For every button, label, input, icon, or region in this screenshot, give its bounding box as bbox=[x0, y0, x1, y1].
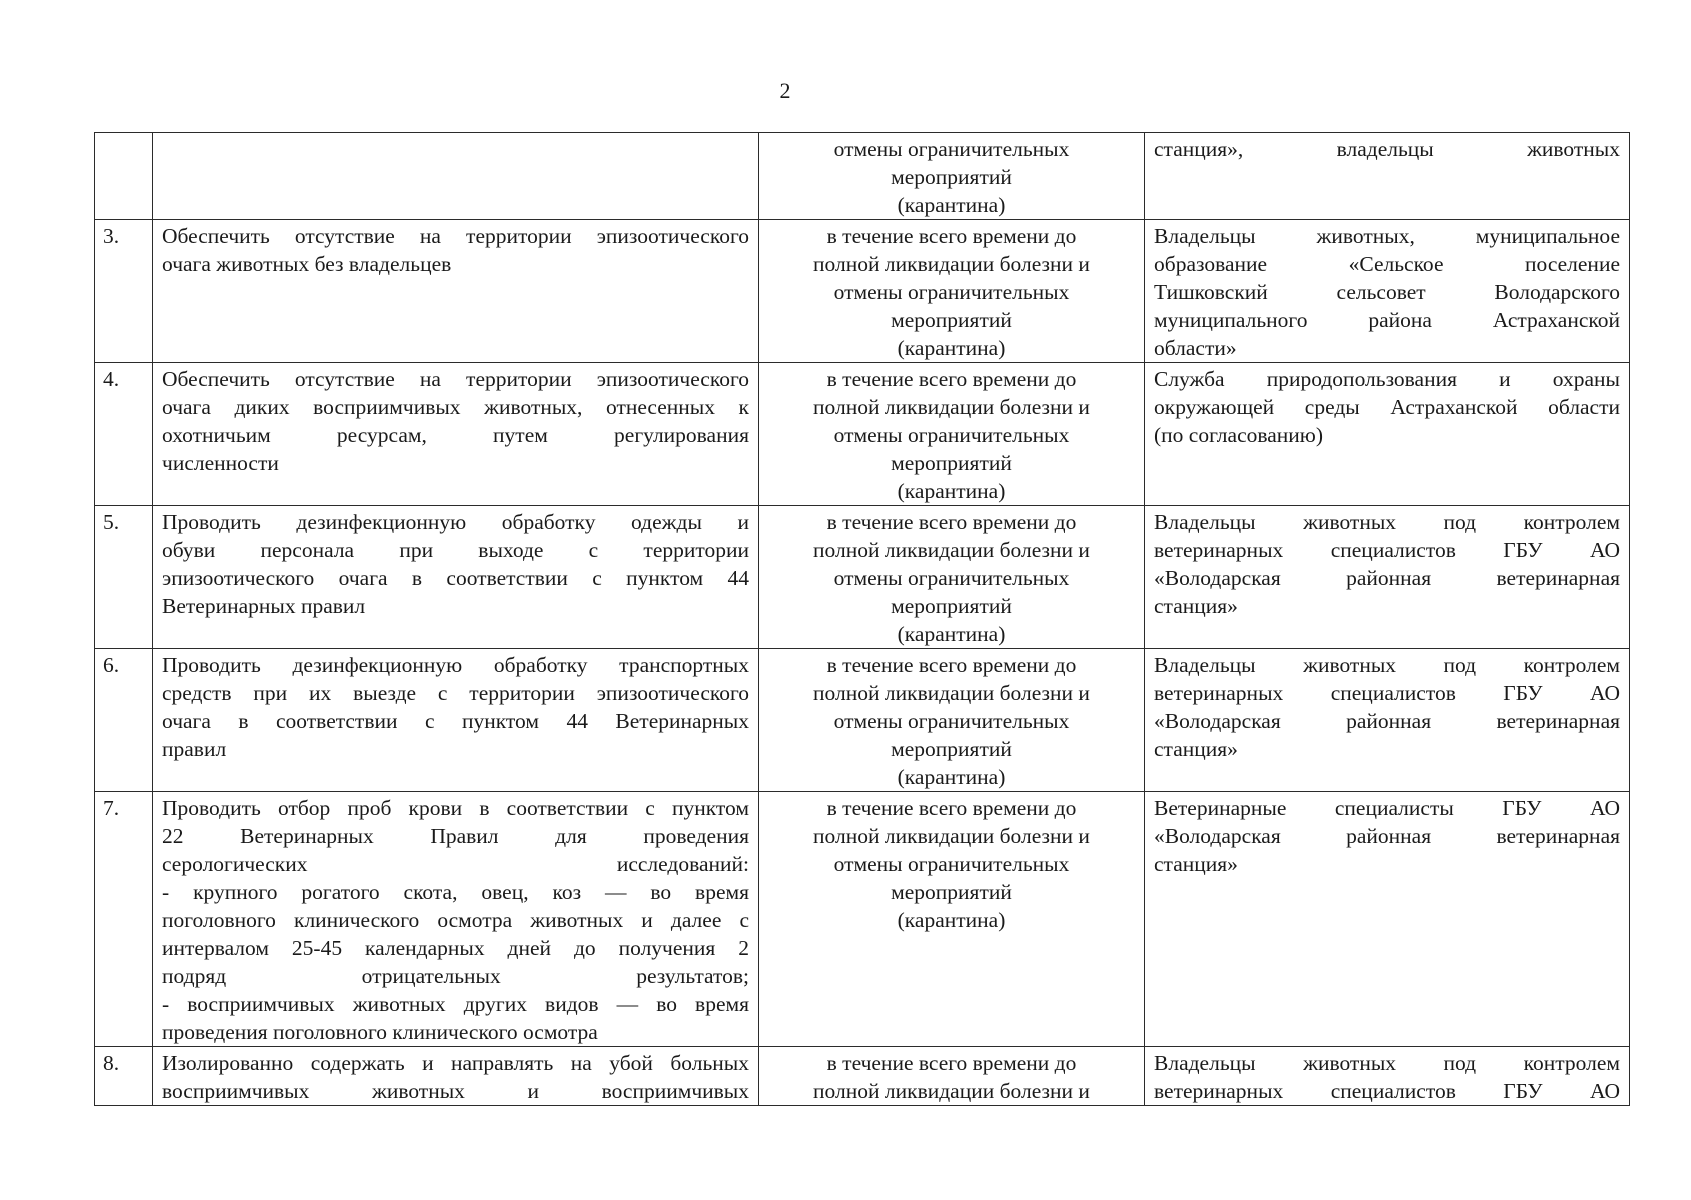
text-line: восприимчивых животных и восприимчивых bbox=[162, 1079, 749, 1103]
text-line: (карантина) bbox=[897, 479, 1006, 503]
text-line: ветеринарных специалистов ГБУ АО bbox=[1154, 538, 1620, 562]
text-line: поголовного клинического осмотра животных и далее с bbox=[162, 908, 749, 932]
row-number-cell: 3. bbox=[95, 220, 153, 363]
text-line: полной ликвидации болезни и bbox=[813, 252, 1090, 276]
text-line: средств при их выезде с территории эпизоотического bbox=[162, 681, 749, 705]
text-line: отмены ограничительных bbox=[833, 137, 1070, 161]
text-line: станция» bbox=[1154, 594, 1238, 618]
term-cell bbox=[759, 1047, 1145, 1106]
text-line: полной ликвидации болезни и bbox=[813, 824, 1090, 848]
text-line: станция» bbox=[1154, 852, 1238, 876]
text-line: мероприятий bbox=[891, 308, 1012, 332]
measures-table-body bbox=[95, 133, 1630, 1106]
text-line: отмены ограничительных bbox=[833, 280, 1070, 304]
table-row bbox=[95, 133, 1630, 220]
text-line: полной ликвидации болезни и bbox=[813, 538, 1090, 562]
responsible-cell bbox=[1145, 649, 1630, 792]
text-line: подряд отрицательных результатов; bbox=[162, 964, 749, 988]
term-cell bbox=[759, 649, 1145, 792]
text-line: численности bbox=[162, 451, 279, 475]
text-line: (по согласованию) bbox=[1154, 423, 1324, 447]
text-line: окружающей среды Астраханской области bbox=[1154, 395, 1620, 419]
text-line: «Володарская районная ветеринарная bbox=[1154, 566, 1620, 590]
row-number-cell: 5. bbox=[95, 506, 153, 649]
table-row bbox=[95, 649, 1630, 792]
text-line: Проводить отбор проб крови в соответствии с пунктом bbox=[162, 796, 749, 820]
text-line: области» bbox=[1154, 336, 1237, 360]
text-line: охотничьим ресурсам, путем регулирования bbox=[162, 423, 749, 447]
table-row bbox=[95, 506, 1630, 649]
text-line: «Володарская районная ветеринарная bbox=[1154, 824, 1620, 848]
text-line: Ветеринарные специалисты ГБУ АО bbox=[1154, 796, 1620, 820]
text-line: (карантина) bbox=[897, 622, 1006, 646]
text-line: очага в соответствии с пунктом 44 Ветеринарных bbox=[162, 709, 749, 733]
text-line: в течение всего времени до bbox=[826, 367, 1077, 391]
text-line: полной ликвидации болезни и bbox=[813, 395, 1090, 419]
text-line: в течение всего времени до bbox=[826, 796, 1077, 820]
responsible-cell bbox=[1145, 506, 1630, 649]
measure-cell bbox=[153, 649, 759, 792]
row-number-cell: 8. bbox=[95, 1047, 153, 1106]
text-line: в течение всего времени до bbox=[826, 653, 1077, 677]
text-line: Проводить дезинфекционную обработку транспортных bbox=[162, 653, 749, 677]
measure-cell bbox=[153, 1047, 759, 1106]
text-line: муниципального района Астраханской bbox=[1154, 308, 1620, 332]
responsible-cell bbox=[1145, 133, 1630, 220]
measure-cell bbox=[153, 506, 759, 649]
row-number-cell: 4. bbox=[95, 363, 153, 506]
text-line: Проводить дезинфекционную обработку одежды и bbox=[162, 510, 749, 534]
responsible-cell bbox=[1145, 1047, 1630, 1106]
text-line: очага животных без владельцев bbox=[162, 252, 452, 276]
text-line: мероприятий bbox=[891, 594, 1012, 618]
text-line: Обеспечить отсутствие на территории эпизоотического bbox=[162, 367, 749, 391]
text-line: интервалом 25-45 календарных дней до получения 2 bbox=[162, 936, 749, 960]
text-line: 22 Ветеринарных Правил для проведения bbox=[162, 824, 749, 848]
table-row bbox=[95, 363, 1630, 506]
text-line: мероприятий bbox=[891, 737, 1012, 761]
table-row bbox=[95, 792, 1630, 1047]
measure-cell bbox=[153, 792, 759, 1047]
term-cell bbox=[759, 363, 1145, 506]
text-line: (карантина) bbox=[897, 765, 1006, 789]
measure-cell bbox=[153, 220, 759, 363]
text-line: станция», владельцы животных bbox=[1154, 137, 1620, 161]
text-line: полной ликвидации болезни и bbox=[813, 1079, 1090, 1103]
text-line: в течение всего времени до bbox=[826, 510, 1077, 534]
text-line: очага диких восприимчивых животных, отнесенных к bbox=[162, 395, 749, 419]
text-line: (карантина) bbox=[897, 193, 1006, 217]
text-line: Изолированно содержать и направлять на убой больных bbox=[162, 1051, 749, 1075]
text-line: образование «Сельское поселение bbox=[1154, 252, 1620, 276]
text-line: в течение всего времени до bbox=[826, 1051, 1077, 1075]
text-line: станция» bbox=[1154, 737, 1238, 761]
text-line: правил bbox=[162, 737, 227, 761]
row-number-cell bbox=[95, 133, 153, 220]
text-line: проведения поголовного клинического осмотра bbox=[162, 1020, 598, 1044]
text-line: отмены ограничительных bbox=[833, 852, 1070, 876]
text-line: (карантина) bbox=[897, 336, 1006, 360]
measure-cell bbox=[153, 133, 759, 220]
responsible-cell bbox=[1145, 220, 1630, 363]
text-line: отмены ограничительных bbox=[833, 709, 1070, 733]
term-cell bbox=[759, 792, 1145, 1047]
text-line: серологических исследований: bbox=[162, 852, 749, 876]
text-line: Служба природопользования и охраны bbox=[1154, 367, 1620, 391]
text-line: Ветеринарных правил bbox=[162, 594, 366, 618]
text-line: Тишковский сельсовет Володарского bbox=[1154, 280, 1620, 304]
measures-table bbox=[94, 132, 1630, 1106]
text-line: (карантина) bbox=[897, 908, 1006, 932]
row-number-cell: 7. bbox=[95, 792, 153, 1047]
text-line: Владельцы животных под контролем bbox=[1154, 510, 1620, 534]
text-line: эпизоотического очага в соответствии с пунктом 44 bbox=[162, 566, 749, 590]
text-line: Владельцы животных под контролем bbox=[1154, 1051, 1620, 1075]
table-row bbox=[95, 1047, 1630, 1106]
text-line: «Володарская районная ветеринарная bbox=[1154, 709, 1620, 733]
text-line: Владельцы животных, муниципальное bbox=[1154, 224, 1620, 248]
text-line: ветеринарных специалистов ГБУ АО bbox=[1154, 1079, 1620, 1103]
text-line: отмены ограничительных bbox=[833, 423, 1070, 447]
table-row bbox=[95, 220, 1630, 363]
text-line: Обеспечить отсутствие на территории эпизоотического bbox=[162, 224, 749, 248]
text-line: обуви персонала при выходе с территории bbox=[162, 538, 749, 562]
text-line: мероприятий bbox=[891, 451, 1012, 475]
measure-cell bbox=[153, 363, 759, 506]
text-line: - восприимчивых животных других видов — во время bbox=[162, 992, 749, 1016]
row-number-cell: 6. bbox=[95, 649, 153, 792]
term-cell bbox=[759, 506, 1145, 649]
text-line: отмены ограничительных bbox=[833, 566, 1070, 590]
text-line: мероприятий bbox=[891, 880, 1012, 904]
text-line: полной ликвидации болезни и bbox=[813, 681, 1090, 705]
term-cell bbox=[759, 133, 1145, 220]
text-line: мероприятий bbox=[891, 165, 1012, 189]
text-line: ветеринарных специалистов ГБУ АО bbox=[1154, 681, 1620, 705]
text-line: - крупного рогатого скота, овец, коз — во время bbox=[162, 880, 749, 904]
responsible-cell bbox=[1145, 363, 1630, 506]
text-line: в течение всего времени до bbox=[826, 224, 1077, 248]
page-number: 2 bbox=[779, 78, 791, 103]
responsible-cell bbox=[1145, 792, 1630, 1047]
text-line: Владельцы животных под контролем bbox=[1154, 653, 1620, 677]
term-cell bbox=[759, 220, 1145, 363]
